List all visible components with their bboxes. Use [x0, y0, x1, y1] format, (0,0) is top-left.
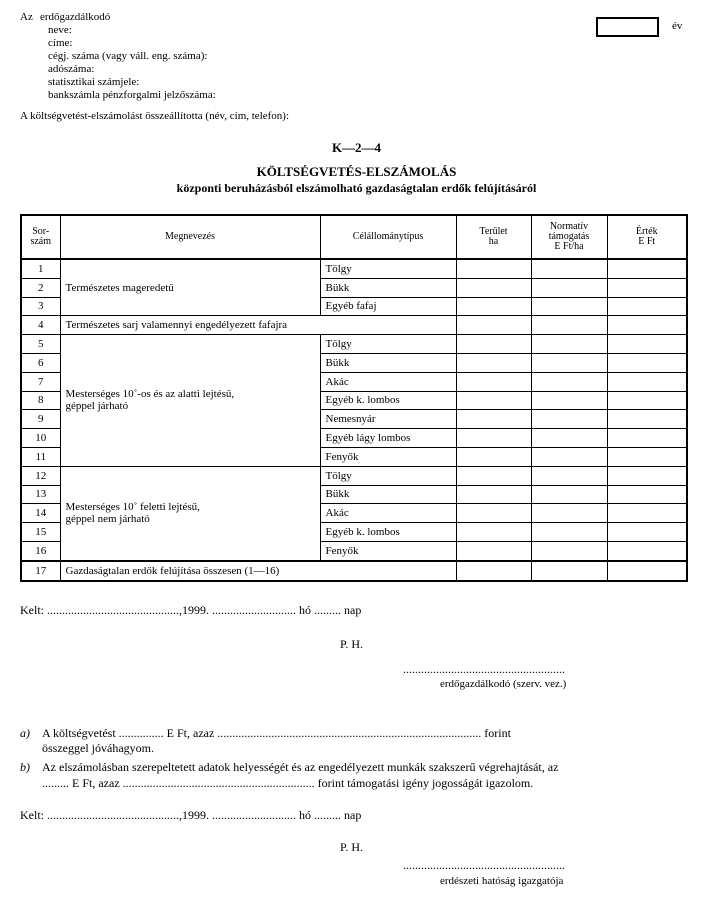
support-cell[interactable] — [531, 523, 607, 542]
row-number: 10 — [21, 429, 60, 448]
species-cell: Bükk — [320, 278, 456, 297]
area-cell[interactable] — [456, 429, 531, 448]
table-row — [21, 259, 687, 278]
species-cell: Tölgy — [320, 335, 456, 354]
header-normativ: Normatív támogatás E Ft/ha — [531, 215, 607, 259]
approval-b-line-2[interactable]: ......... E Ft, azaz ................................................................ forint támogatási igény jogosságát igazolom. — [42, 776, 534, 790]
page-subtitle: központi beruházásból elszámolható gazdaságtalan erdők felújításáról — [176, 181, 537, 195]
stamp-placeholder-2: P. H. — [340, 840, 364, 854]
value-cell[interactable] — [607, 335, 687, 354]
row-number: 6 — [21, 353, 60, 372]
support-cell[interactable] — [531, 372, 607, 391]
species-cell: Akác — [320, 372, 456, 391]
area-cell[interactable] — [456, 297, 531, 316]
area-cell[interactable] — [456, 561, 531, 581]
value-cell[interactable] — [607, 561, 687, 581]
support-cell[interactable] — [531, 278, 607, 297]
field-address: címe: — [48, 37, 73, 49]
date-line-2[interactable]: Kelt: ............................................,1999. ............................ hó ......... nap — [20, 808, 362, 822]
value-cell[interactable] — [607, 297, 687, 316]
value-cell[interactable] — [607, 429, 687, 448]
support-cell[interactable] — [531, 504, 607, 523]
support-cell[interactable] — [531, 429, 607, 448]
area-cell[interactable] — [456, 410, 531, 429]
field-bank-account: bankszámla pénzforgalmi jelzőszáma: — [48, 89, 216, 101]
item-b-label: b) — [20, 760, 30, 774]
support-cell[interactable] — [531, 316, 607, 335]
item-a-label: a) — [20, 726, 30, 740]
support-cell[interactable] — [531, 391, 607, 410]
value-cell[interactable] — [607, 541, 687, 560]
species-cell: Egyéb k. lombos — [320, 391, 456, 410]
row-number: 11 — [21, 447, 60, 466]
row-number: 14 — [21, 504, 60, 523]
year-input-box[interactable] — [596, 17, 659, 37]
approval-a-line-1[interactable]: A költségvetést ............... E Ft, azaz ........................................................................................ forint — [42, 726, 511, 740]
support-cell[interactable] — [531, 259, 607, 278]
area-cell[interactable] — [456, 391, 531, 410]
row-number: 9 — [21, 410, 60, 429]
area-cell[interactable] — [456, 372, 531, 391]
support-cell[interactable] — [531, 410, 607, 429]
field-tax-number: adószáma: — [48, 63, 95, 75]
approval-b-line-1: Az elszámolásban szerepeltetett adatok helyességét és az engedélyezett munkák szakszerű végrehajtását, az — [42, 760, 559, 774]
area-cell[interactable] — [456, 353, 531, 372]
value-cell[interactable] — [607, 278, 687, 297]
field-name: neve: — [48, 24, 72, 36]
header-megnevezes: Megnevezés — [60, 215, 320, 259]
value-cell[interactable] — [607, 410, 687, 429]
species-cell: Tölgy — [320, 466, 456, 485]
area-cell[interactable] — [456, 259, 531, 278]
signature-label-2: erdészeti hatóság igazgatója — [440, 875, 564, 887]
support-cell[interactable] — [531, 353, 607, 372]
row-number: 4 — [21, 316, 60, 335]
approval-a-line-2: összeggel jóváhagyom. — [42, 741, 154, 755]
stamp-placeholder-1: P. H. — [340, 637, 364, 651]
support-cell[interactable] — [531, 561, 607, 581]
value-cell[interactable] — [607, 447, 687, 466]
value-cell[interactable] — [607, 466, 687, 485]
area-cell[interactable] — [456, 523, 531, 542]
row-number: 13 — [21, 485, 60, 504]
header-ertek: Érték E Ft — [607, 215, 687, 259]
header-celallomany: Célállománytípus — [320, 215, 456, 259]
species-cell: Fenyők — [320, 447, 456, 466]
support-cell[interactable] — [531, 335, 607, 354]
species-cell: Akác — [320, 504, 456, 523]
row-number: 1 — [21, 259, 60, 278]
area-cell[interactable] — [456, 335, 531, 354]
value-cell[interactable] — [607, 504, 687, 523]
group-label-artificial-low-slope: Mesterséges 10˚-os és az alatti lejtésű, géppel járható — [60, 335, 320, 467]
value-cell[interactable] — [607, 316, 687, 335]
row-number: 7 — [21, 372, 60, 391]
area-cell[interactable] — [456, 447, 531, 466]
compiled-by: A költségvetést-elszámolást összeállította (név, cím, telefon): — [20, 110, 290, 122]
species-cell: Nemesnyár — [320, 410, 456, 429]
cost-table — [20, 214, 688, 582]
species-cell: Tölgy — [320, 259, 456, 278]
support-cell[interactable] — [531, 466, 607, 485]
species-cell: Bükk — [320, 485, 456, 504]
signature-line-2[interactable]: ...................................................... — [403, 858, 565, 872]
form-code: K—2—4 — [331, 140, 382, 155]
field-company-reg: cégj. száma (vagy váll. eng. száma): — [48, 50, 208, 62]
value-cell[interactable] — [607, 523, 687, 542]
area-cell[interactable] — [456, 316, 531, 335]
date-line-1[interactable]: Kelt: ............................................,1999. ............................ hó ......... nap — [20, 603, 362, 617]
row-number: 8 — [21, 391, 60, 410]
group-label-natural-sprout: Természetes sarj valamennyi engedélyezett fafajra — [60, 316, 456, 335]
species-cell: Egyéb k. lombos — [320, 523, 456, 542]
support-cell[interactable] — [531, 297, 607, 316]
field-stat-number: statisztikai számjele: — [48, 76, 140, 88]
species-cell: Egyéb fafaj — [320, 297, 456, 316]
header-terulet: Terület ha — [456, 215, 531, 259]
row-number: 3 — [21, 297, 60, 316]
support-cell[interactable] — [531, 447, 607, 466]
value-cell[interactable] — [607, 391, 687, 410]
species-cell: Bükk — [320, 353, 456, 372]
table-row — [21, 466, 687, 485]
table-row-total — [21, 561, 687, 581]
species-cell: Egyéb lágy lombos — [320, 429, 456, 448]
org-label: erdőgazdálkodó — [40, 11, 111, 23]
area-cell[interactable] — [456, 485, 531, 504]
group-label-natural-seed: Természetes mageredetű — [60, 259, 320, 316]
row-number: 15 — [21, 523, 60, 542]
area-cell[interactable] — [456, 504, 531, 523]
page-title: KÖLTSÉGVETÉS-ELSZÁMOLÁS — [256, 164, 457, 179]
value-cell[interactable] — [607, 259, 687, 278]
row-number: 12 — [21, 466, 60, 485]
value-cell[interactable] — [607, 353, 687, 372]
group-label-artificial-steep-slope: Mesterséges 10˚ feletti lejtésű, géppel nem járható — [60, 466, 320, 560]
row-number: 17 — [21, 561, 60, 581]
support-cell[interactable] — [531, 485, 607, 504]
area-cell[interactable] — [456, 466, 531, 485]
year-label: év — [672, 20, 683, 32]
value-cell[interactable] — [607, 485, 687, 504]
value-cell[interactable] — [607, 372, 687, 391]
support-cell[interactable] — [531, 541, 607, 560]
table-header-row — [21, 215, 687, 259]
row-number: 16 — [21, 541, 60, 560]
header-sorszam: Sor- szám — [21, 215, 60, 259]
area-cell[interactable] — [456, 541, 531, 560]
org-az: Az — [20, 11, 33, 23]
row-number: 2 — [21, 278, 60, 297]
signature-label-1: erdőgazdálkodó (szerv. vez.) — [440, 678, 567, 690]
table-row — [21, 335, 687, 354]
row-number: 5 — [21, 335, 60, 354]
area-cell[interactable] — [456, 278, 531, 297]
species-cell: Fenyők — [320, 541, 456, 560]
total-label: Gazdaságtalan erdők felújítása összesen (1—16) — [60, 561, 456, 581]
signature-line-1[interactable]: ...................................................... — [403, 662, 565, 676]
table-row — [21, 316, 687, 335]
